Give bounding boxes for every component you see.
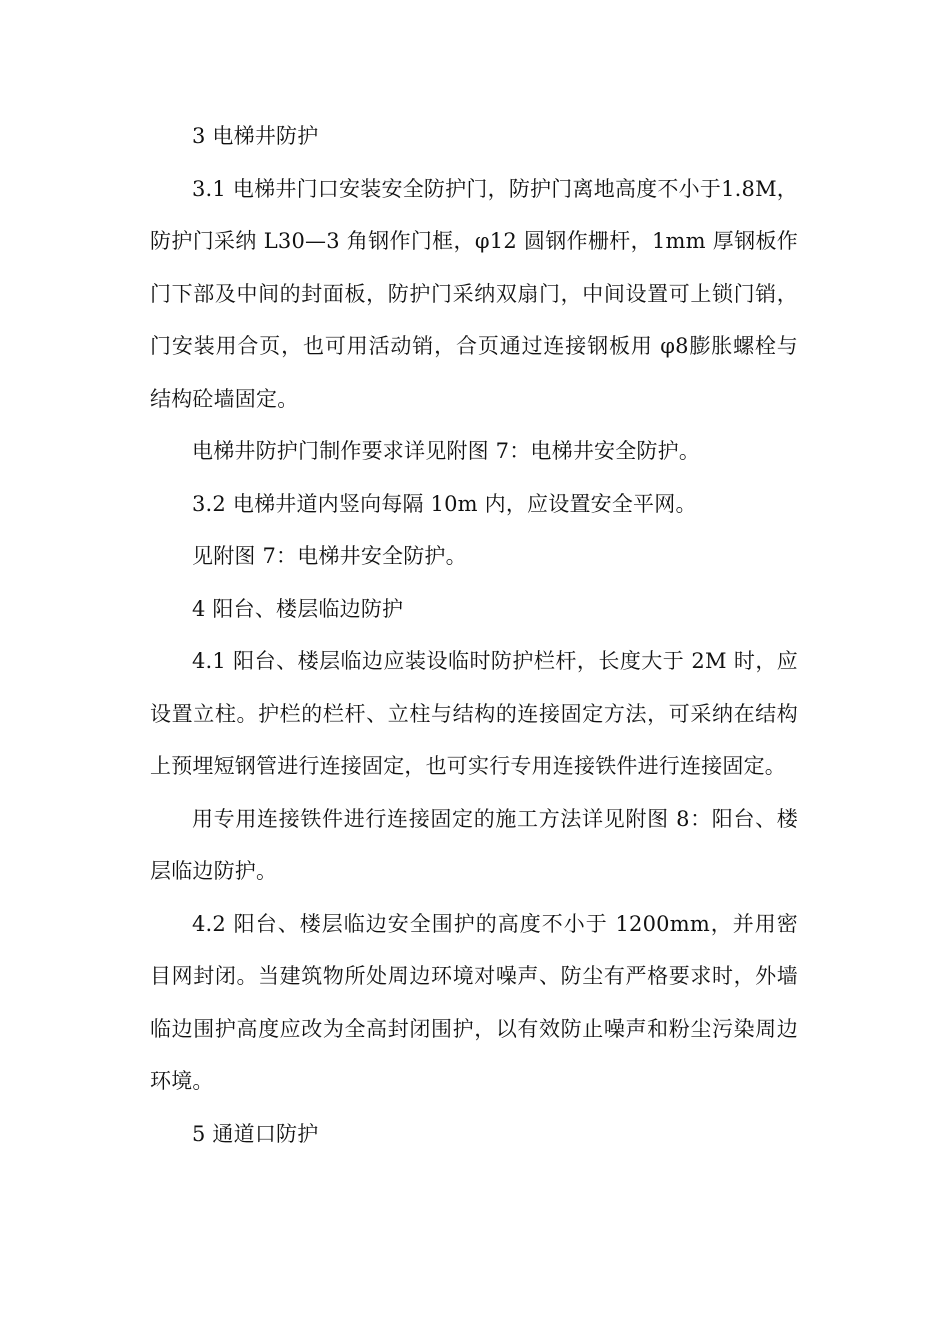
section-heading-balcony-edge: 4 阳台、楼层临边防护	[192, 596, 404, 621]
paragraph-see-figure-8: 用专用连接铁件进行连接固定的施工方法详见附图 8：阳台、楼层临边防护。	[150, 806, 798, 883]
paragraph-3-2-safety-net: 3.2 电梯井道内竖向每隔 10m 内，应设置安全平网。	[192, 491, 697, 516]
paragraph-see-figure-7: 见附图 7：电梯井安全防护。	[192, 544, 467, 568]
document-body	[150, 110, 798, 1160]
paragraph-door-requirements: 电梯井防护门制作要求详见附图 7：电梯井安全防护。	[192, 439, 701, 463]
section-heading-passage-opening: 5 通道口防护	[192, 1121, 319, 1146]
paragraph-4-2-enclosure-height: 4.2 阳台、楼层临边安全围护的高度不小于 1200mm，并用密目网封闭。当建筑物所处周边环境对噪声、防尘有严格要求时，外墙临边围护高度应改为全高封闭围护，以有效防止噪声和粉尘污染周边环境。	[150, 911, 798, 1093]
section-heading-elevator-shaft: 3 电梯井防护	[192, 124, 319, 148]
paragraph-3-1-protective-door: 3.1 电梯井门口安装安全防护门，防护门离地高度不小于1.8M，防护门采纳 L30—3 角钢作门框，φ12 圆钢作栅杆，1mm 厚钢板作门下部及中间的封面板，防护门采纳双扇门，中间设置可上锁门销，门安装用合页，也可用活动销，合页通过连接钢板用 φ8膨胀螺栓与结构砼墙固定。	[150, 176, 798, 411]
paragraph-4-1-railings: 4.1 阳台、楼层临边应装设临时防护栏杆，长度大于 2M 时，应设置立柱。护栏的栏杆、立柱与结构的连接固定方法，可采纳在结构上预埋短钢管进行连接固定，也可实行专用连接铁件进行连接固定。	[150, 649, 798, 778]
